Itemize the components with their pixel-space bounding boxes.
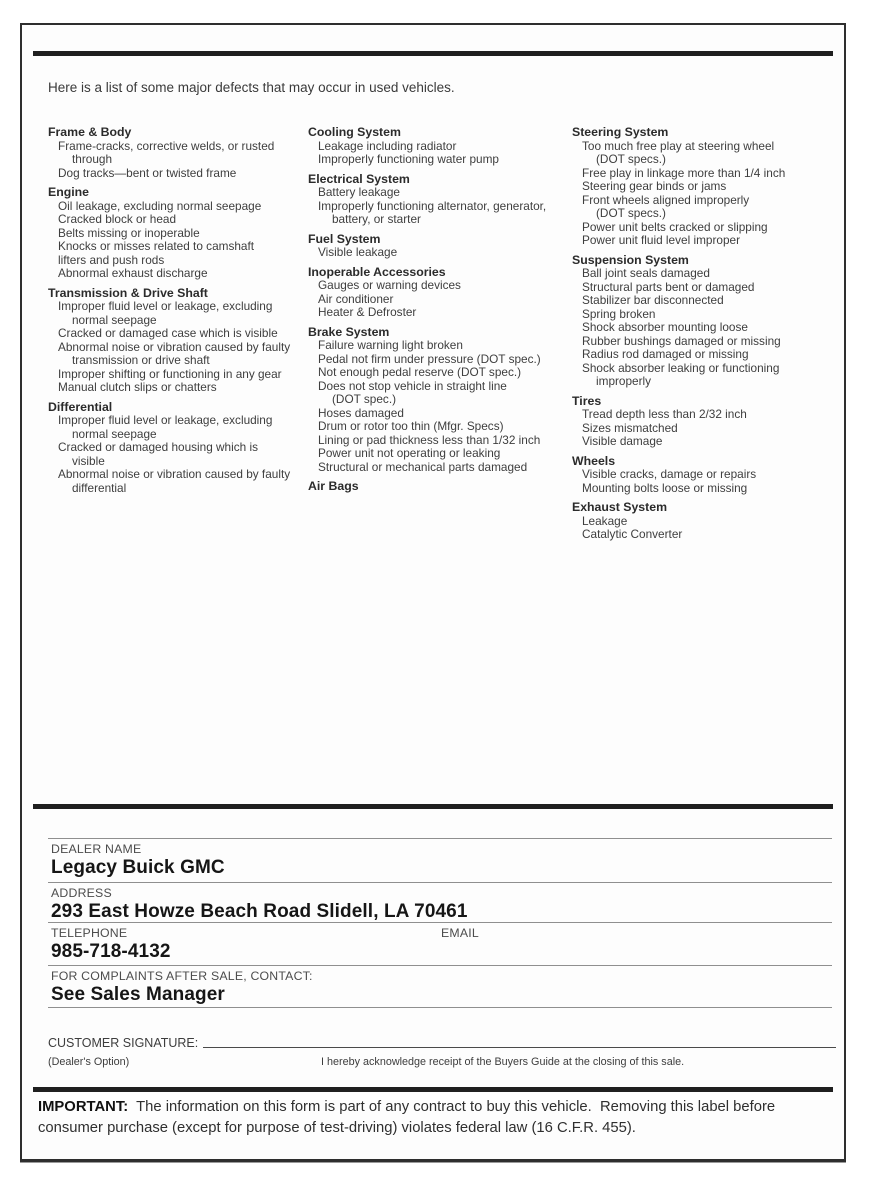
customer-signature-label: CUSTOMER SIGNATURE: — [48, 1036, 199, 1050]
defect-item: lifters and push rods — [58, 252, 165, 267]
defect-item: Oil leakage, excluding normal seepage — [58, 198, 262, 213]
defect-section-title: Fuel System — [308, 231, 381, 246]
customer-signature-row — [48, 1036, 836, 1050]
defect-item: transmission or drive shaft — [72, 353, 210, 367]
defect-item: Stabilizer bar disconnected — [582, 293, 724, 307]
defect-item: Visible cracks, damage or repairs — [582, 467, 757, 481]
important-label: IMPORTANT: — [38, 1099, 129, 1115]
defect-item: Manual clutch slips or chatters — [58, 380, 217, 394]
telephone-email-row — [48, 922, 832, 965]
defect-section-title: Steering System — [572, 125, 669, 139]
defect-section-title: Inoperable Accessories — [308, 264, 446, 279]
defect-item: Cracked or damaged housing which is — [58, 440, 258, 454]
signature-line — [203, 1047, 836, 1048]
defect-item: normal seepage — [72, 312, 157, 327]
defects-column-3 — [572, 126, 824, 542]
defect-section-title: Exhaust System — [572, 500, 668, 514]
defect-item: Gauges or warning devices — [318, 278, 461, 292]
defect-item: Too much free play at steering wheel — [582, 138, 775, 153]
defect-item: visible — [72, 453, 105, 468]
defect-item: Abnormal exhaust discharge — [58, 266, 208, 280]
dealer-name-label: DEALER NAME — [51, 842, 142, 856]
buyers-guide-back-page — [20, 23, 846, 1162]
complaints-value: See Sales Manager — [51, 984, 225, 1005]
defect-item: Improper fluid level or leakage, excluding — [58, 413, 273, 427]
defect-item: Improperly functioning alternator, generator, — [318, 198, 547, 213]
important-notice — [38, 1097, 832, 1139]
defect-item: Power unit not operating or leaking — [318, 446, 501, 460]
defect-item: Ball joint seals damaged — [582, 266, 710, 280]
defect-section-title: Differential — [48, 399, 113, 414]
defect-item: Abnormal noise or vibration caused by faulty — [58, 339, 291, 354]
defect-item: Catalytic Converter — [582, 527, 683, 541]
defect-item: Improperly functioning water pump — [318, 152, 499, 166]
defect-section-title: Suspension System — [572, 252, 689, 267]
defect-item: (DOT specs.) — [596, 206, 666, 220]
defect-item: Free play in linkage more than 1/4 inch — [582, 165, 786, 180]
acknowledgment-text: I hereby acknowledge receipt of the Buyers Guide at the closing of this sale. — [321, 1056, 685, 1068]
defect-item: Failure warning light broken — [318, 338, 463, 352]
defect-item: Cracked block or head — [58, 212, 177, 226]
defect-item: Rubber bushings damaged or missing — [582, 333, 781, 348]
defect-item: Abnormal noise or vibration caused by faulty — [58, 467, 291, 481]
telephone-label: TELEPHONE — [51, 926, 128, 940]
defect-section-title: Air Bags — [308, 479, 359, 493]
defect-section-title: Tires — [572, 393, 602, 408]
defect-item: Front wheels aligned improperly — [582, 192, 750, 207]
defect-item: Drum or rotor too thin (Mfgr. Specs) — [318, 419, 504, 433]
defect-item: Leakage including radiator — [318, 138, 457, 153]
defect-item: Hoses damaged — [318, 405, 404, 420]
defects-column-1 — [48, 126, 308, 542]
defect-item: Mounting bolts loose or missing — [582, 480, 748, 495]
top-divider-bar — [33, 51, 833, 56]
defect-item: normal seepage — [72, 426, 157, 441]
defect-item: differential — [72, 480, 127, 495]
signature-sub-row — [48, 1056, 836, 1072]
defect-section-title: Engine — [48, 185, 89, 199]
defect-item: Structural parts bent or damaged — [582, 279, 755, 294]
defect-section-title: Frame & Body — [48, 125, 132, 139]
defect-section-title: Cooling System — [308, 125, 401, 139]
defect-item: Belts missing or inoperable — [58, 225, 200, 240]
telephone-field — [51, 926, 441, 965]
defect-item: Leakage — [582, 513, 628, 528]
defect-item: Dog tracks—bent or twisted frame — [58, 165, 237, 180]
address-row — [48, 882, 832, 922]
defect-item: Shock absorber leaking or functioning — [582, 360, 780, 375]
dealer-name-row — [48, 838, 832, 882]
telephone-value: 985-718-4132 — [51, 941, 171, 962]
dealers-option-label: (Dealer's Option) — [48, 1056, 130, 1068]
dealer-name-value: Legacy Buick GMC — [51, 857, 225, 878]
address-value: 293 East Howze Beach Road Slidell, LA 70461 — [51, 901, 468, 922]
defects-column-2 — [308, 126, 572, 542]
defect-item: through — [72, 152, 113, 166]
defect-item: Sizes mismatched — [582, 420, 678, 435]
defect-item: Visible leakage — [318, 245, 398, 259]
defect-item: improperly — [596, 374, 652, 388]
defect-item: Cracked or damaged case which is visible — [58, 326, 278, 340]
defect-item: Shock absorber mounting loose — [582, 320, 748, 334]
important-text: The information on this form is part of any contract to buy this vehicle. Removing this label before consumer purchase (except for purpose of test-driving) violates federal law (16 C.F.R. 455). — [38, 1099, 780, 1136]
defect-item: Steering gear binds or jams — [582, 179, 727, 193]
defect-section-title: Brake System — [308, 324, 390, 339]
defect-item: Structural or mechanical parts damaged — [318, 459, 528, 474]
complaints-label: FOR COMPLAINTS AFTER SALE, CONTACT: — [51, 969, 313, 983]
defect-item: Does not stop vehicle in straight line — [318, 378, 507, 393]
defect-item: battery, or starter — [332, 212, 421, 226]
defect-section-title: Electrical System — [308, 171, 410, 186]
defects-columns — [48, 126, 824, 542]
defect-item: Tread depth less than 2/32 inch — [582, 407, 747, 421]
complaints-row — [48, 965, 832, 1008]
defect-item: Air conditioner — [318, 291, 394, 306]
dealer-info-section — [48, 838, 832, 1008]
defect-item: Spring broken — [582, 306, 656, 321]
defect-item: Lining or pad thickness less than 1/32 inch — [318, 432, 541, 447]
defect-item: Pedal not firm under pressure (DOT spec.) — [318, 351, 541, 366]
email-field — [441, 926, 832, 965]
defect-item: (DOT specs.) — [596, 152, 666, 166]
intro-sentence: Here is a list of some major defects that may occur in used vehicles. — [48, 80, 455, 95]
defect-item: Heater & Defroster — [318, 305, 417, 319]
defect-item: Radius rod damaged or missing — [582, 347, 749, 361]
defect-item: Battery leakage — [318, 185, 400, 199]
defect-section-title: Wheels — [572, 453, 616, 468]
defect-item: Not enough pedal reserve (DOT spec.) — [318, 365, 522, 379]
defect-item: Improper shifting or functioning in any gear — [58, 366, 282, 381]
defect-item: Visible damage — [582, 434, 663, 448]
important-section-divider-bar — [33, 1087, 833, 1092]
email-label: EMAIL — [441, 926, 479, 940]
defect-item: Power unit belts cracked or slipping — [582, 219, 768, 234]
defect-section-title: Transmission & Drive Shaft — [48, 285, 208, 300]
defect-item: Knocks or misses related to camshaft — [58, 239, 255, 253]
address-label: ADDRESS — [51, 886, 112, 900]
defect-item: Power unit fluid level improper — [582, 233, 741, 247]
defect-item: Improper fluid level or leakage, excluding — [58, 299, 273, 313]
defect-item: (DOT spec.) — [332, 392, 397, 406]
defect-item: Frame-cracks, corrective welds, or rusted — [58, 138, 275, 153]
dealer-section-divider-bar — [33, 804, 833, 809]
